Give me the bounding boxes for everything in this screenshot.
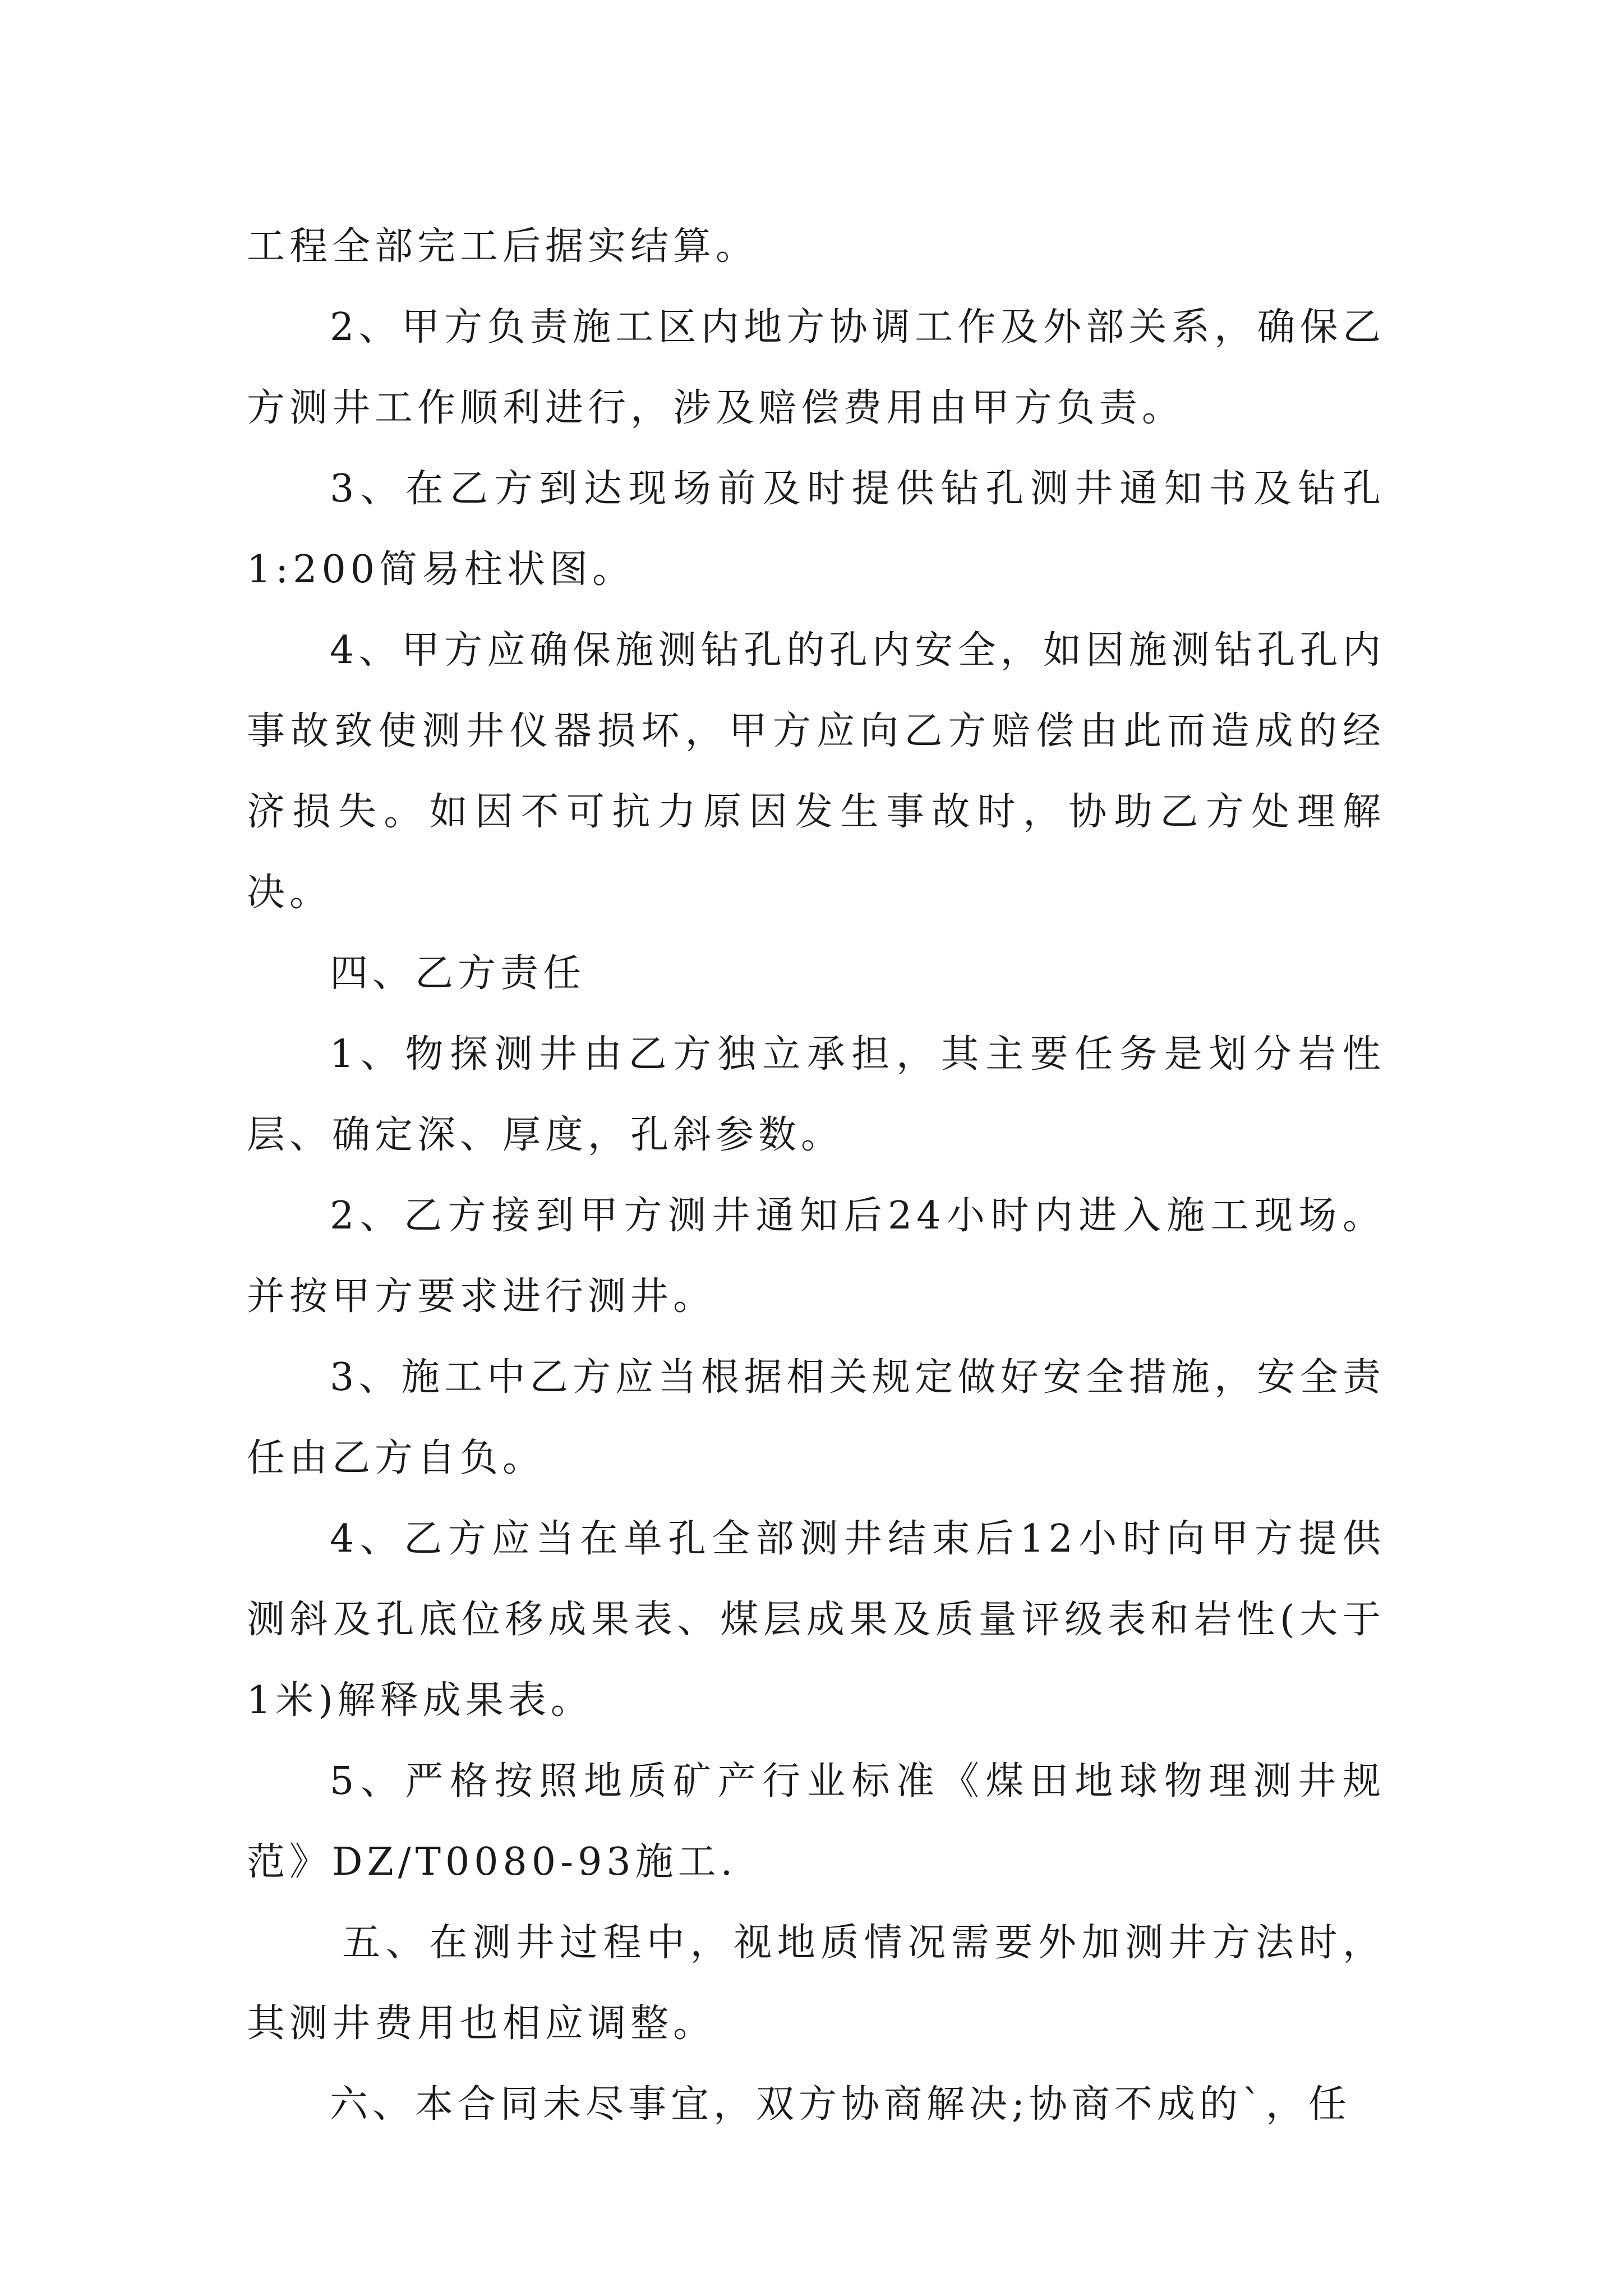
paragraph-party-b-item-3: 3、施工中乙方应当根据相关规定做好安全措施，安全责任由乙方自负。 bbox=[247, 1355, 1385, 1480]
paragraph-party-a-item-2: 2、甲方负责施工区内地方协调工作及外部关系，确保乙方测井工作顺利进行，涉及赔偿费用由甲方负责。 bbox=[247, 305, 1385, 430]
paragraph-party-b-item-2: 2、乙方接到甲方测井通知后24小时内进入施工现场。并按甲方要求进行测井。 bbox=[247, 1194, 1385, 1319]
section-5-paragraph: 五、在测井过程中，视地质情况需要外加测井方法时，其测井费用也相应调整。 bbox=[247, 1921, 1385, 2046]
paragraph-settlement: 工程全部完工后据实结算。 bbox=[247, 224, 759, 269]
paragraph-party-a-item-3: 3、在乙方到达现场前及时提供钻孔测井通知书及钻孔1:200简易柱状图。 bbox=[247, 467, 1385, 592]
section-heading-party-b-responsibility: 四、乙方责任 bbox=[330, 951, 586, 996]
paragraph-party-b-item-5: 5、严格按照地质矿产行业标准《煤田地球物理测井规范》DZ/T0080-93施工. bbox=[247, 1759, 1385, 1884]
document-body bbox=[247, 206, 1385, 2145]
paragraph-party-a-item-4: 4、甲方应确保施测钻孔的孔内安全，如因施测钻孔孔内事故致使测井仪器损坏，甲方应向乙方赔偿由此而造成的经济损失。如因不可抗力原因发生事故时，协助乙方处理解决。 bbox=[247, 628, 1385, 915]
section-6-paragraph: 六、本合同未尽事宜，双方协商解决;协商不成的`，任 bbox=[330, 2082, 1351, 2127]
paragraph-party-b-item-4: 4、乙方应当在单孔全部测井结束后12小时向甲方提供测斜及孔底位移成果表、煤层成果及质量评级表和岩性(大于1米)解释成果表。 bbox=[247, 1517, 1385, 1723]
paragraph-party-b-item-1: 1、物探测井由乙方独立承担，其主要任务是划分岩性层、确定深、厚度，孔斜参数。 bbox=[247, 1032, 1385, 1157]
